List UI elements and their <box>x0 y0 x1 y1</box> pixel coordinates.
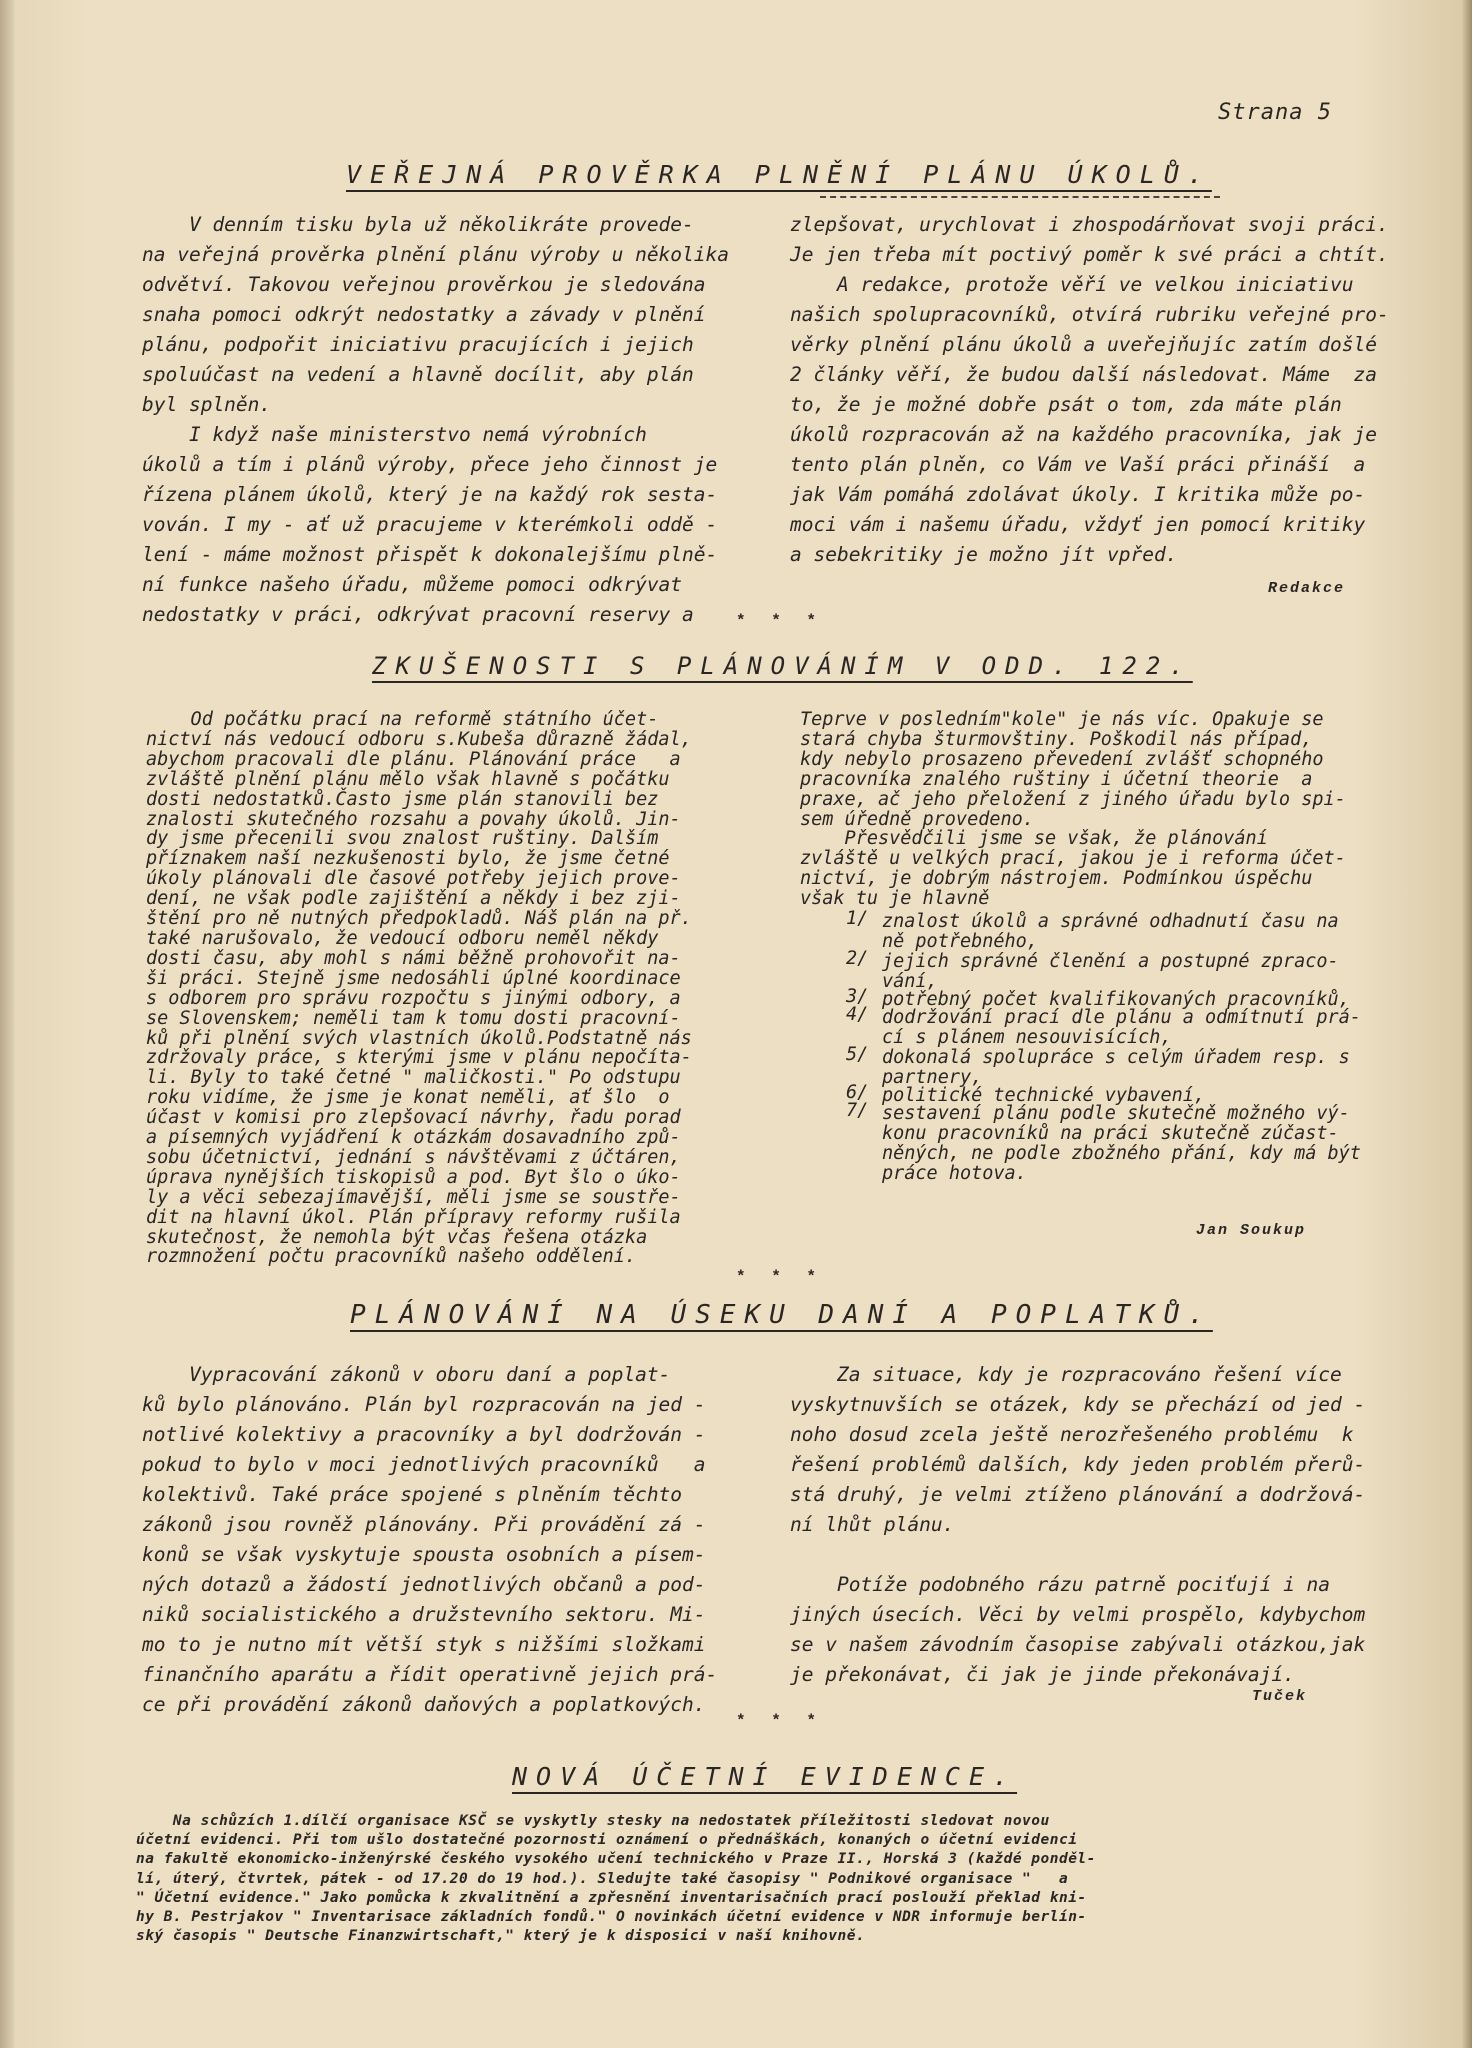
article3-left-column: Vypracování zákonů v oboru daní a poplat- ků bylo plánováno. Plán byl rozpracován na jed - notlivé kolektivy a pracovníky a byl dodržován - pokud to bylo v moci jednotlivých pracovníků a kolektivů. Také práce spojené s plněním těchto zákonů jsou rovněž plánovány. Při provádění zá - konů se však vyskytuje spousta osobních a písem- ných dotazů a žádostí jednotlivých občanů a pod- niků socialistického a družstevního sektoru. Mi- mo to je nutno mít větší styk s nižšími složkami finančního aparátu a řídit operativně jejich prá- ce při provádění zákonů daňových a poplatkových. <box>142 1363 718 1716</box>
article4-body: Na schůzích 1.dílčí organisace KSČ se vyskytly stesky na nedostatek příležitosti sledovat novou účetní evidenci. Při tom ušlo dostatečné pozornosti oznámení o přednáškách, konaných o účetní evidenci na fakultě ekonomicko-inženýrské českého vysokého učení technického v Praze II., Horská 3 (každé ponděl- lí, úterý, čtvrtek, pátek - od 17.20 do 19 hod.). Sledujte také časopisy " Podnikové organisace " a " Účetní evidence." Jako pomůcka k zkvalitnění a zpřesnění inventarisačních prací poslouží překlad kni- hy B. Pestrjakov " Inventarisace základních fondů." O novinkách účetní evidence v NDR informuje berlín- ský časopis " Deutsche Finanzwirtschaft," který je k disposici v naší knihovně. <box>136 1813 1096 1945</box>
article1-signature: Redakce <box>1268 580 1346 597</box>
list-item-number: 6/ <box>846 1082 869 1103</box>
article1-title-dash-rule <box>820 196 1220 198</box>
list-item: jejich správné členění a postupné zpraco- vání, <box>882 951 1339 992</box>
separator-stars-2: * * * <box>736 1268 825 1286</box>
separator-stars-1: * * * <box>736 612 825 630</box>
list-item: sestavení plánu podle skutečně možného vý- konu pracovníků na práci skutečně zúčast- něných, ne podle zbožného přání, kdy má být práce hotova. <box>882 1103 1361 1184</box>
article1-left-column: V denním tisku byla už několikráte provede- na veřejná prověrka plnění plánu výroby u několika odvětví. Takovou veřejnou prověrkou je sledována snaha pomoci odkrýt nedostatky a závady v plnění plánu, podpořit iniciativu pracujících i jejich spoluúčast na vedení a hlavně docílit, aby plán byl splněn. I když naše ministerstvo nemá výrobních úkolů a tím i plánů výroby, přece jeho činnost je řízena plánem úkolů, který je na každý rok sesta- vován. I my - ať už pracujeme v kterémkoli oddě - lení - máme možnost přispět k dokonalejšímu plně- ní funkce našeho úřadu, můžeme pomoci odkrývat nedostatky v práci, odkrývat pracovní reservy a <box>142 213 729 626</box>
article2-right-column: Teprve v posledním"kole" je nás víc. Opakuje se stará chyba šturmovštiny. Poškodil nás případ, kdy nebylo prosazeno převedení zvlášť schopného pracovníka znalého ruštiny i účetní theorie a praxe, ač jeho přeložení z jiného úřadu bylo spi- sem úředně provedeno. Přesvědčili jsme se však, že plánování zvláště u velkých prací, jakou je i reforma účet- nictví, je dobrým nástrojem. Podmínkou úspěchu však tu je hlavně <box>800 709 1346 910</box>
separator-stars-3: * * * <box>736 1712 825 1730</box>
list-item: potřebný počet kvalifikovaných pracovníků, <box>882 989 1350 1010</box>
paper-left-edge <box>0 0 14 2048</box>
list-item-number: 2/ <box>846 948 869 969</box>
article3-title: PLÁNOVÁNÍ NA ÚSEKU DANÍ A POPLATKŮ. <box>350 1300 1213 1330</box>
article3-right-column: Za situace, kdy je rozpracováno řešení více vyskytnuvších se otázek, kdy se přechází od jed - noho dosud zcela ještě nerozřešeného problému k řešení problémů dalších, kdy jeden problém přerů- stá druhý, je velmi ztíženo plánování a dodržová- ní lhůt plánu. Potíže podobného rázu patrně pociťují i na jiných úsecích. Věci by velmi prospělo, kdybychom se v našem závodním časopise zabývali otázkou,jak je překonávat, či jak je jinde překonávají. <box>790 1363 1366 1686</box>
article1-right-column: zlepšovat, urychlovat i zhospodárňovat svoji práci. Je jen třeba mít poctivý poměr k své práci a chtít. A redakce, protože věří ve velkou iniciativu našich spolupracovníků, otvírá rubriku veřejné pro- věrky plnění plánu úkolů a uveřejňujíc zatím došlé 2 články věří, že budou další následovat. Máme za to, že je možné dobře psát o tom, zda máte plán úkolů rozpracován až na každého pracovníka, jak je tento plán plněn, co Vám ve Vaší práci přináší a jak Vám pomáhá zdolávat úkoly. I kritika může po- moci vám i našemu úřadu, vždyť jen pomocí kritiky a sebekritiky je možno jít vpřed. <box>790 213 1389 566</box>
list-item: politické technické vybavení, <box>882 1085 1206 1106</box>
article3-signature: Tuček <box>1252 1688 1308 1705</box>
page-number: Strana 5 <box>1218 100 1332 125</box>
article2-left-column: Od počátku prací na reformě státního účet- nictví nás vedoucí odboru s.Kubeša důrazně žádal, abychom pracovali dle plánu. Plánování práce a zvláště plnění plánu mělo však hlavně s počátku dosti nedostatků.Často jsme plán stanovili bez znalosti skutečného rozsahu a povahy úkolů. Jin- dy jsme přecenili svou znalost ruštiny. Dalším příznakem naší nezkušenosti bylo, že jsme četné úkoly plánovali dle časové potřeby jejich prove- dení, ne však podle zajištění a někdy i bez zji- štění pro ně nutných předpokladů. Náš plán na př. také narušovalo, že vedoucí odboru neměl někdy dosti času, aby mohl s námi běžně prohovořit na- ši práci. Stejně jsme nedosáhli úplné koordinace s odborem pro správu rozpočtu s jinými odbory, a se Slovenskem; neměli tam k tomu dosti pracovní- ků při plnění svých vlastních úkolů.Podstatně nás zdržovaly práce, s kterými jsme v plánu nepočíta- li. Byly to také četné " maličkosti." Po odstupu roku vidíme, že jsme je konat neměli, ať šlo o účast v komisi pro zlepšovací návrhy, řadu porad a písemných vyjádření k otázkám dosavadního způ- sobu účetnictví, jednání s návštěvami z účtáren, úprava nynějších tiskopisů a pod. Byt šlo o úko- ly a věci sebezajímavější, měli jsme se soustře- dit na hlavní úkol. Plán přípravy reformy rušila skutečnost, že nemohla být včas řešena otázka rozmnožení počtu pracovníků našeho oddělení. <box>146 709 692 1268</box>
article2-signature: Jan Soukup <box>1196 1222 1307 1239</box>
list-item: dokonalá spolupráce s celým úřadem resp. s partnery, <box>882 1047 1350 1088</box>
article2-title: ZKUŠENOSTI S PLÁNOVÁNÍM V ODD. 122. <box>372 652 1193 680</box>
list-item: znalost úkolů a správné odhadnutí času na ně potřebného, <box>882 911 1339 952</box>
list-item: dodržování prací dle plánu a odmítnutí prá- cí s plánem nesouvisících, <box>882 1007 1361 1048</box>
article1-title: VEŘEJNÁ PROVĚRKA PLNĚNÍ PLÁNU ÚKOLŮ. <box>346 160 1212 189</box>
list-item-number: 1/ <box>846 908 869 929</box>
list-item-number: 7/ <box>846 1100 869 1121</box>
article4-title: NOVÁ ÚČETNÍ EVIDENCE. <box>512 1762 1018 1791</box>
paper-right-edge <box>1462 0 1472 2048</box>
list-item-number: 4/ <box>846 1004 869 1025</box>
list-item-number: 3/ <box>846 986 869 1007</box>
list-item-number: 5/ <box>846 1044 869 1065</box>
